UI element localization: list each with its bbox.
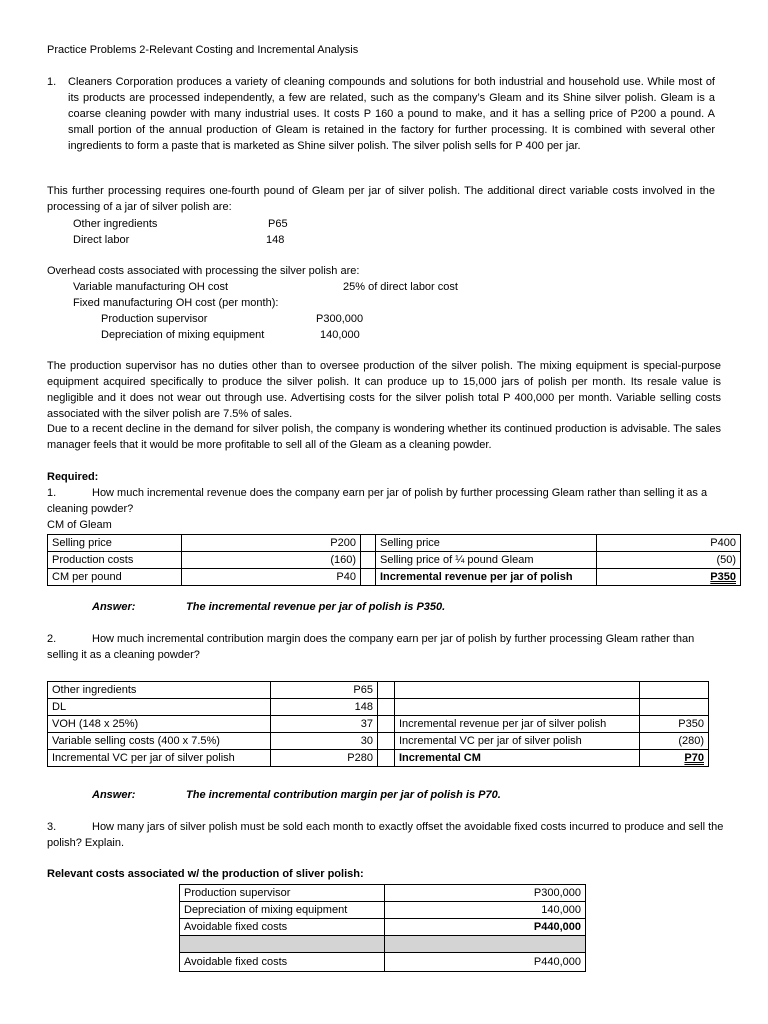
q1-right-label: Selling price (376, 535, 597, 552)
q3-number: 3. (47, 821, 57, 833)
problem-text: Cleaners Corporation produces a variety of cleaning compounds and solutions for both industrial and household use. While most of its products are processed independently, a few are related, such as the company’s Gleam and its Shine silver polish. Gleam is a coarse cleaning powder with many industrial uses. It costs P 160 a pound to make, and it has a selling price of P200 a pound. A small portion of the annual production of Gleam is retained in the factory for further processing. It is combined with several other ingredients to form a paste that is marketed as Shine silver polish. The silver polish sells for P 400 per jar. (68, 76, 715, 152)
problem-number: 1. (47, 76, 57, 88)
q3-last-label: Avoidable fixed costs (180, 953, 385, 972)
q1-answer-label: Answer: (92, 601, 136, 613)
q2-table (47, 681, 709, 767)
q2-answer-label: Answer: (92, 789, 136, 801)
table-row (48, 699, 709, 716)
q3-text: How many jars of silver polish must be sold each month to exactly offset the avoidable fixed costs incurred to produce and sell the polish? Explain. (47, 821, 724, 849)
q2-left-label: Incremental VC per jar of silver polish (48, 750, 271, 767)
page-title: Practice Problems 2-Relevant Costing and Incremental Analysis (47, 44, 359, 56)
q3-last-value: P440,000 (385, 953, 586, 972)
q2-left-label: Other ingredients (48, 682, 271, 699)
further-processing-intro: This further processing requires one-fourth pound of Gleam per jar of silver polish. The additional direct variable costs involved in the processing of a jar of silver polish are: (47, 185, 715, 213)
q1-number: 1. (47, 487, 57, 499)
q2-right-value: P350 (640, 716, 709, 733)
q3-row-value: 140,000 (385, 902, 586, 919)
direct-labor-label: Direct labor (73, 234, 130, 246)
fixed-oh-label: Fixed manufacturing OH cost (per month): (73, 297, 279, 309)
q2-incremental-cm-value: P70 (684, 752, 704, 764)
q2-left-value: P280 (271, 750, 378, 767)
q2-right-label: Incremental CM (395, 750, 640, 767)
q1-left-label: CM per pound (48, 569, 182, 586)
q2-left-value: 30 (271, 733, 378, 750)
q1-text: How much incremental revenue does the company earn per jar of polish by further processing Gleam rather than selling it as a cleaning powder? (47, 487, 708, 515)
q1-right-value: (50) (597, 552, 741, 569)
table-row (48, 552, 741, 569)
table-row (180, 936, 586, 953)
table-row (48, 733, 709, 750)
production-supervisor-value: P300,000 (316, 313, 364, 325)
required-label: Required: (47, 471, 99, 483)
depreciation-label: Depreciation of mixing equipment (101, 329, 265, 341)
q1-left-label: Selling price (48, 535, 182, 552)
q2-text: How much incremental contribution margin does the company earn per jar of polish by further processing Gleam rather than selling it as a cleaning powder? (47, 633, 695, 661)
q2-left-label: VOH (148 x 25%) (48, 716, 271, 733)
q2-answer-text: The incremental contribution margin per jar of polish is P70. (186, 789, 501, 801)
q1-left-value: (160) (182, 552, 361, 569)
q3-row-label: Production supervisor (180, 885, 385, 902)
q2-left-label: DL (48, 699, 271, 716)
other-ingredients-value: P65 (268, 218, 288, 230)
q1-left-label: Production costs (48, 552, 182, 569)
paragraph-supervisor: The production supervisor has no duties other than to oversee production of the silver polish. The mixing equipment is special-purpose equipment acquired specifically to produce the silver polish. It can produce up to 15,000 jars of polish per month. Its resale value is negligible and it does not wear out through use. Advertising costs for the silver polish total P 400,000 per month. Variable selling costs associated with the silver polish are 7.5% of sales. (47, 360, 721, 420)
q1-incremental-revenue-value: P350 (710, 571, 736, 583)
q2-left-value: 37 (271, 716, 378, 733)
q3-row-value: P440,000 (385, 919, 586, 936)
q3-table (179, 884, 586, 972)
depreciation-value: 140,000 (320, 329, 360, 341)
q1-left-value: P40 (182, 569, 361, 586)
q2-left-value: P65 (271, 682, 378, 699)
q2-left-label: Variable selling costs (400 x 7.5%) (48, 733, 271, 750)
q1-right-value: P400 (597, 535, 741, 552)
paragraph-decline: Due to a recent decline in the demand for silver polish, the company is wondering whether its continued production is advisable. The sales manager feels that it would be more profitable to sell all of the Gleam as a cleaning powder. (47, 423, 721, 451)
table-row (180, 919, 586, 936)
q1-right-label: Incremental revenue per jar of polish (376, 569, 597, 586)
variable-oh-label: Variable manufacturing OH cost (73, 281, 229, 293)
variable-oh-value: 25% of direct labor cost (343, 281, 458, 293)
table-row (180, 902, 586, 919)
q2-right-label: Incremental revenue per jar of silver polish (395, 716, 640, 733)
table-row (48, 682, 709, 699)
table-row (48, 716, 709, 733)
q1-left-value: P200 (182, 535, 361, 552)
q2-right-value: (280) (640, 733, 709, 750)
table-row (180, 953, 586, 972)
q1-answer-text: The incremental revenue per jar of polish is P350. (186, 601, 446, 613)
q2-right-label: Incremental VC per jar of silver polish (395, 733, 640, 750)
relevant-costs-label: Relevant costs associated w/ the production of sliver polish: (47, 868, 364, 880)
table-row (48, 535, 741, 552)
table-row (48, 569, 741, 586)
table-row (180, 885, 586, 902)
q3-row-label: Depreciation of mixing equipment (180, 902, 385, 919)
q2-number: 2. (47, 633, 57, 645)
q3-row-value: P300,000 (385, 885, 586, 902)
production-supervisor-label: Production supervisor (101, 313, 208, 325)
q2-left-value: 148 (271, 699, 378, 716)
overhead-intro: Overhead costs associated with processing the silver polish are: (47, 265, 360, 277)
direct-labor-value: 148 (266, 234, 285, 246)
q3-row-label: Avoidable fixed costs (180, 919, 385, 936)
q1-right-label: Selling price of ¼ pound Gleam (376, 552, 597, 569)
table-row (48, 750, 709, 767)
other-ingredients-label: Other ingredients (73, 218, 158, 230)
cm-of-gleam-label: CM of Gleam (47, 519, 112, 531)
q1-table (47, 534, 741, 586)
